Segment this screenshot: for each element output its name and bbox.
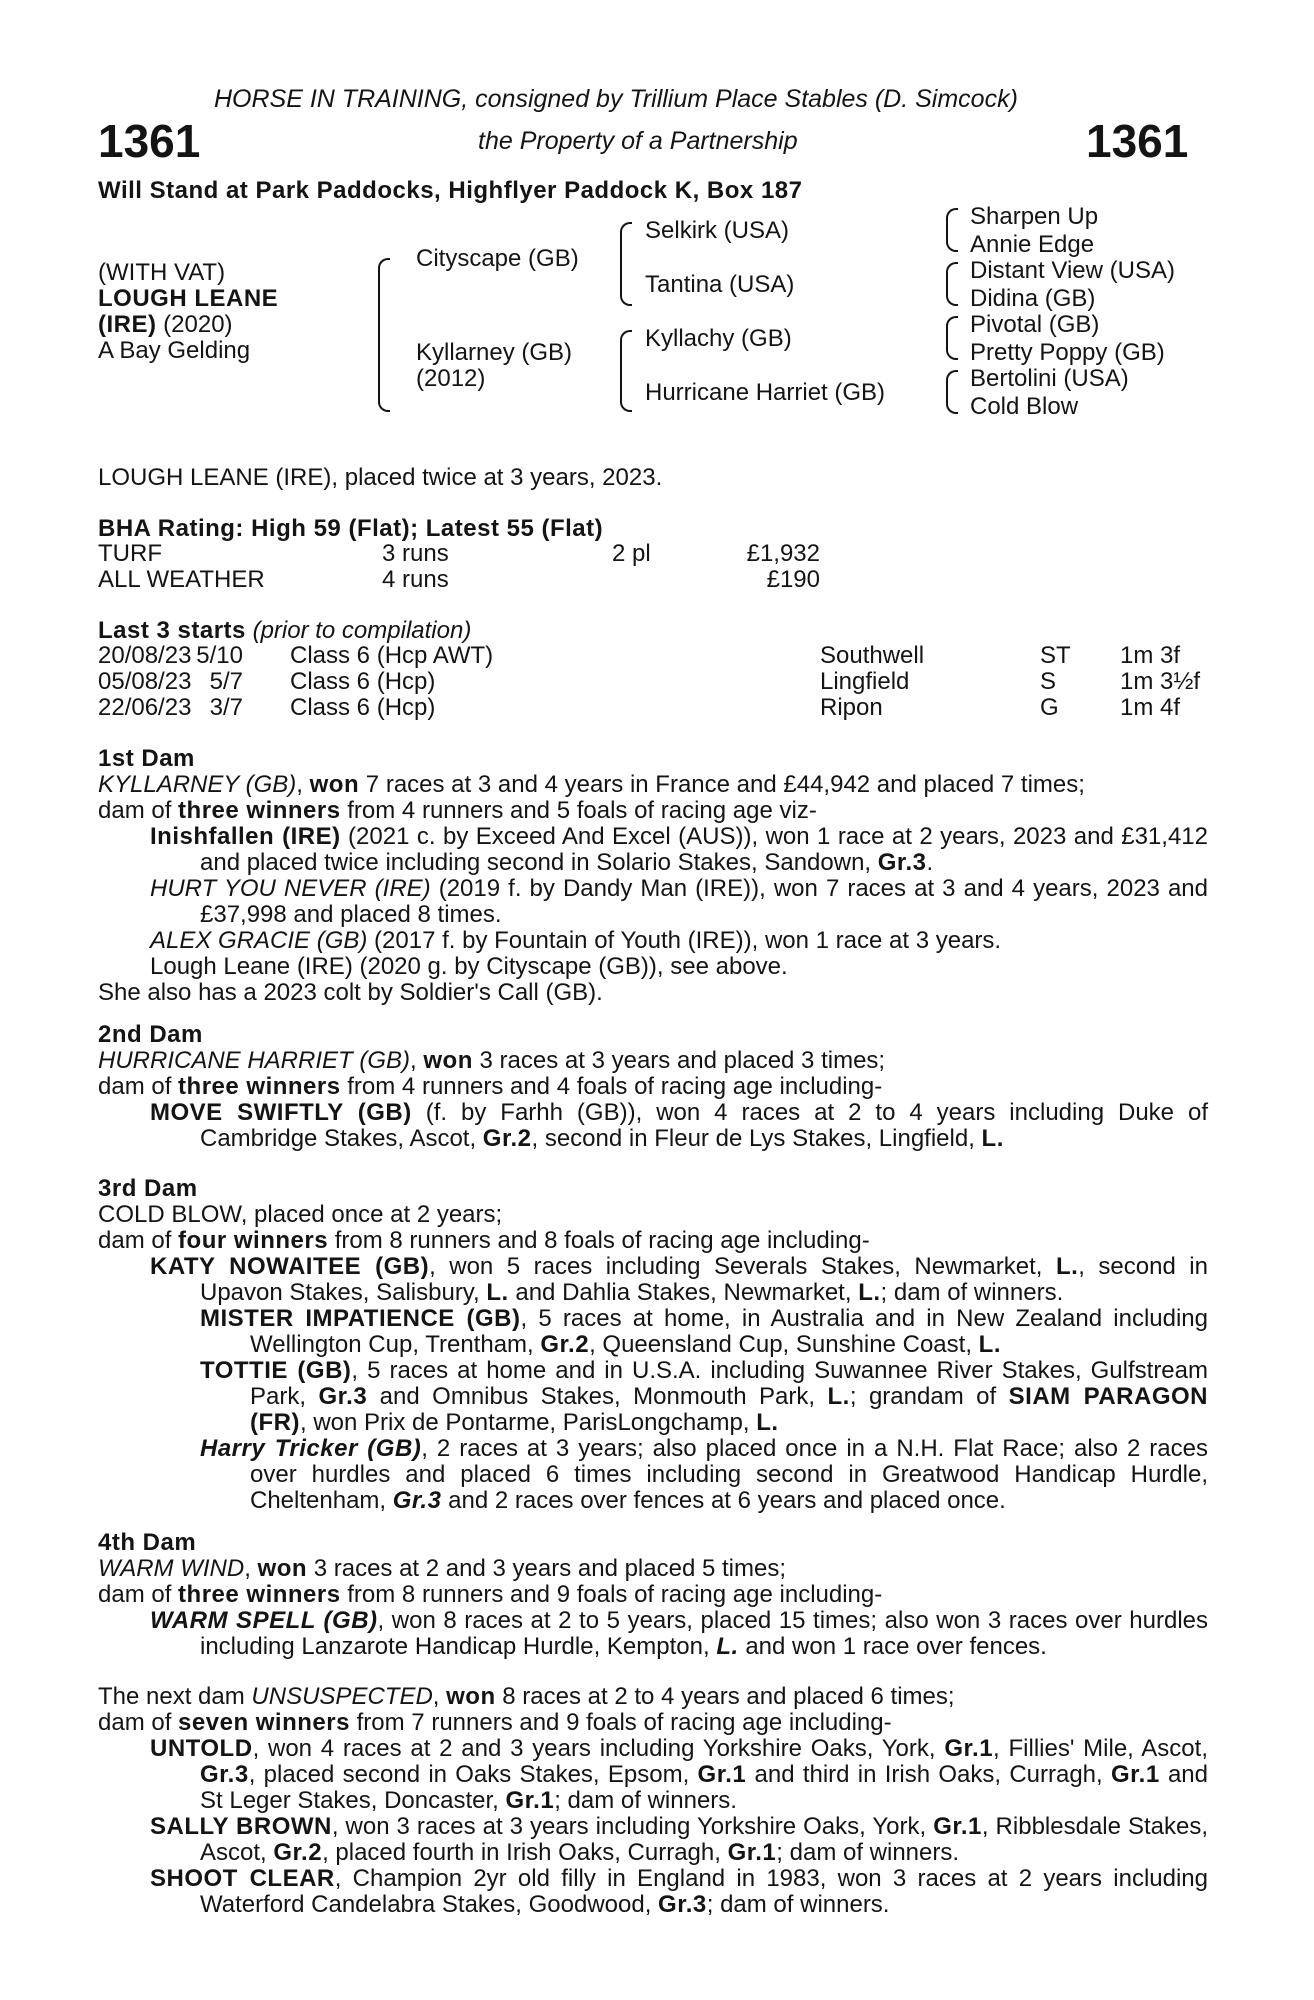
offspring-1: [98, 824, 1208, 876]
text: dam of: [98, 1073, 179, 1100]
offspring-record: (2021 c. by Exceed And Excel (AUS)), won 1 race at 2 years, 2023 and £31,412 and placed twice including second in Solario Stakes, Sandown,: [200, 823, 1208, 876]
brace-g4: [946, 370, 958, 414]
text: , won 4 races at 2 and 3 years including Yorkshire Oaks, York,: [252, 1735, 945, 1762]
text: from 8 runners and 8 foals of racing age including-: [328, 1227, 870, 1254]
winners-count: three winners: [178, 1073, 341, 1100]
start-row-1: [98, 643, 1208, 669]
listed: L.: [756, 1409, 779, 1436]
dam-record: 3 races at 3 years and placed 3 times;: [472, 1047, 886, 1074]
text: ; grandam of: [849, 1383, 1009, 1410]
first-dam-section: [98, 746, 1208, 1006]
text: The next dam: [98, 1683, 252, 1710]
dam-year: (2012): [416, 365, 486, 392]
text: from 4 runners and 5 foals of racing age viz-: [340, 797, 817, 824]
offspring-name: SHOOT CLEAR: [150, 1865, 335, 1892]
dam-dam: Hurricane Harriet (GB): [645, 379, 886, 406]
start-dist: 1m 4f: [1120, 694, 1181, 721]
dam-name: HURRICANE HARRIET (GB): [98, 1047, 411, 1074]
offspring-3: [98, 1866, 1208, 1918]
offspring-name: SIAM PARAGON (FR): [250, 1383, 1208, 1436]
surface: TURF: [98, 540, 162, 567]
grand-offspring-3: [98, 1436, 1208, 1514]
text: ; dam of winners.: [554, 1787, 737, 1814]
text: , won Prix de Pontarme, ParisLongchamp,: [299, 1409, 757, 1436]
fourth-dam-section: [98, 1530, 1208, 1660]
grade: Gr.3: [877, 849, 927, 876]
start-pos: 5/10: [196, 642, 243, 669]
offspring-4: Lough Leane (IRE) (2020 g. by Cityscape (GB)), see above.: [150, 953, 788, 980]
produce-line: [98, 798, 1208, 824]
start-date: 22/06/23: [98, 694, 192, 721]
offspring-name: MOVE SWIFTLY (GB): [150, 1099, 412, 1126]
grade: Gr.1: [505, 1787, 555, 1814]
dam-name: UNSUSPECTED: [251, 1683, 433, 1710]
dam-line: COLD BLOW, placed once at 2 years;: [98, 1201, 503, 1228]
text: , placed second in Oaks Stakes, Epsom,: [248, 1761, 698, 1788]
offspring-3: [98, 928, 1208, 954]
listed: L.: [1055, 1253, 1079, 1280]
grade: Gr.3: [318, 1383, 368, 1410]
dam-record: 3 races at 2 and 3 years and placed 5 times;: [307, 1555, 786, 1582]
text: .: [926, 849, 934, 876]
bha-rating: BHA Rating: High 59 (Flat); Latest 55 (Flat): [98, 515, 604, 542]
dam: Kyllarney (GB): [416, 339, 573, 366]
placed: 2 pl: [612, 540, 651, 567]
granddam-1: Annie Edge: [970, 231, 1095, 258]
horse-year: (2020): [156, 311, 233, 338]
offspring-1: [98, 1100, 1208, 1152]
produce-line: [98, 1582, 1208, 1608]
granddam-2: Didina (GB): [970, 285, 1096, 312]
listed: L.: [858, 1279, 881, 1306]
start-pos: 3/7: [209, 694, 243, 721]
dam-note: She also has a 2023 colt by Soldier's Call (GB).: [98, 979, 603, 1006]
start-going: S: [1040, 668, 1057, 695]
grade: Gr.3: [200, 1761, 249, 1788]
horse-name: LOUGH LEANE: [98, 285, 279, 312]
horse-description: A Bay Gelding: [98, 337, 251, 364]
text: and 2 races over fences at 6 years and placed once.: [441, 1487, 1006, 1514]
offspring-name: WARM SPELL (GB): [150, 1607, 378, 1634]
produce-line: [98, 1228, 1208, 1254]
dam-name: KYLLARNEY (GB): [98, 771, 297, 798]
grade: Gr.3: [658, 1891, 707, 1918]
offspring-name: Inishfallen (IRE): [150, 823, 341, 850]
dam-record: 8 races at 2 to 4 years and placed 6 times;: [495, 1683, 955, 1710]
text: ; dam of winners.: [706, 1891, 890, 1918]
offspring-record: (f. by Farhh (GB)), won 4 races at 2 to 4 years including Duke of Cambridge Stakes, Ascot,: [200, 1099, 1208, 1152]
start-date: 05/08/23: [98, 668, 192, 695]
won-label: won: [257, 1555, 308, 1582]
start-date: 20/08/23: [98, 642, 192, 669]
horse-name-line2: [98, 312, 233, 338]
brace-dam: [620, 330, 632, 412]
offspring-name: KATY NOWAITEE (GB): [150, 1253, 430, 1280]
offspring-1: [98, 1608, 1208, 1660]
offspring-name: TOTTIE (GB): [200, 1357, 352, 1384]
winners-count: three winners: [178, 797, 341, 824]
grade: Gr.3: [392, 1487, 442, 1514]
text: dam of: [98, 1709, 179, 1736]
granddam-3: Pretty Poppy (GB): [970, 339, 1165, 366]
grand-offspring-1: [98, 1306, 1208, 1358]
listed: L.: [486, 1279, 509, 1306]
grade: Gr.1: [727, 1839, 777, 1866]
start-course: Southwell: [820, 642, 925, 669]
text: , Fillies' Mile, Ascot,: [993, 1735, 1208, 1762]
prize: £190: [766, 566, 820, 593]
start-course: Lingfield: [820, 668, 910, 695]
offspring-record: (2017 f. by Fountain of Youth (IRE)), won 1 race at 3 years.: [367, 927, 1002, 954]
produce-line: [98, 1710, 1208, 1736]
last-starts-note: (prior to compilation): [245, 617, 472, 644]
text: , placed fourth in Irish Oaks, Curragh,: [322, 1839, 728, 1866]
text: dam of: [98, 1581, 179, 1608]
start-race: Class 6 (Hcp): [290, 668, 436, 695]
rating-row-turf: [98, 541, 1208, 567]
dam-record: 7 races at 3 and 4 years in France and £44,942 and placed 7 times;: [359, 771, 1085, 798]
stand-location: Will Stand at Park Paddocks, Highflyer Paddock K, Box 187: [98, 177, 803, 204]
listed: L.: [716, 1633, 739, 1660]
lot-number-right: 1361: [1086, 115, 1189, 167]
section-title: 3rd Dam: [98, 1175, 198, 1202]
brace-g1: [946, 208, 958, 252]
grade: Gr.1: [1110, 1761, 1160, 1788]
start-race: Class 6 (Hcp): [290, 694, 436, 721]
start-row-3: [98, 695, 1208, 721]
dam-line: The next dam UNSUSPECTED, won 8 races at 2 to 4 years and placed 6 times;: [98, 1683, 955, 1710]
start-row-2: [98, 669, 1208, 695]
brace-g3: [946, 316, 958, 360]
surface: ALL WEATHER: [98, 566, 265, 593]
grade: Gr.2: [540, 1331, 590, 1358]
offspring-name: HURT YOU NEVER (IRE): [150, 875, 431, 902]
text: , Champion 2yr old filly in England in 1983, won 3 races at 2 years including Waterford Candelabra Stakes, Goodwood,: [200, 1865, 1208, 1918]
start-going: G: [1040, 694, 1059, 721]
sire-sire: Selkirk (USA): [645, 217, 790, 244]
grade: Gr.2: [482, 1125, 532, 1152]
listed: L.: [827, 1383, 850, 1410]
offspring-name: MISTER IMPATIENCE (GB): [200, 1305, 521, 1332]
winners-count: four winners: [178, 1227, 329, 1254]
text: from 8 runners and 9 foals of racing age including-: [340, 1581, 883, 1608]
dam-line: WARM WIND, won 3 races at 2 and 3 years and placed 5 times;: [98, 1555, 786, 1582]
text: , 5 races at home and in U.S.A. including Suwannee River Stakes, Gulfstream Park,: [250, 1357, 1208, 1410]
third-dam-section: [98, 1176, 1208, 1514]
grade: Gr.1: [697, 1761, 747, 1788]
sire-dam: Tantina (USA): [645, 271, 795, 298]
prize: £1,932: [746, 540, 820, 567]
text: , second in Upavon Stakes, Salisbury,: [200, 1253, 1208, 1306]
grandsire-4: Bertolini (USA): [970, 365, 1129, 392]
section-title: 4th Dam: [98, 1529, 197, 1556]
rating-row-aw: [98, 567, 1208, 593]
race-summary: LOUGH LEANE (IRE), placed twice at 3 years, 2023.: [98, 464, 663, 491]
produce-line: [98, 1074, 1208, 1100]
runs: 4 runs: [382, 566, 449, 593]
text: and third in Irish Oaks, Curragh,: [746, 1761, 1111, 1788]
text: from 4 runners and 4 foals of racing age including-: [340, 1073, 883, 1100]
offspring-2: [98, 876, 1208, 928]
granddam-4: Cold Blow: [970, 393, 1079, 420]
offspring-1: [98, 1736, 1208, 1814]
section-title: 2nd Dam: [98, 1021, 203, 1048]
start-course: Ripon: [820, 694, 883, 721]
next-dam-section: [98, 1684, 1208, 1918]
dam-line: KYLLARNEY (GB), won 7 races at 3 and 4 years in France and £44,942 and placed 7 times;: [98, 771, 1085, 798]
last-starts-label: Last 3 starts: [98, 617, 246, 644]
brace-main: [378, 258, 390, 412]
winners-count: seven winners: [178, 1709, 350, 1736]
text: ; dam of winners.: [880, 1279, 1064, 1306]
grandsire-2: Distant View (USA): [970, 257, 1175, 284]
dam-name: WARM WIND: [98, 1555, 245, 1582]
brace-sire: [620, 222, 632, 306]
property-line: the Property of a Partnership: [478, 127, 798, 155]
text: , Queensland Cup, Sunshine Coast,: [589, 1331, 979, 1358]
grandsire-1: Sharpen Up: [970, 203, 1099, 230]
grandsire-3: Pivotal (GB): [970, 311, 1100, 338]
text: and Omnibus Stakes, Monmouth Park,: [367, 1383, 828, 1410]
offspring-name: ALEX GRACIE (GB): [150, 927, 368, 954]
text: ; dam of winners.: [776, 1839, 960, 1866]
start-race: Class 6 (Hcp AWT): [290, 642, 494, 669]
dam-sire: Kyllachy (GB): [645, 325, 792, 352]
listed: L.: [978, 1331, 1001, 1358]
won-label: won: [423, 1047, 473, 1074]
start-dist: 1m 3½f: [1120, 668, 1201, 695]
grade: Gr.1: [933, 1813, 982, 1840]
text: and St Leger Stakes, Doncaster,: [200, 1761, 1209, 1814]
offspring-record: (2019 f. by Dandy Man (IRE)), won 7 races at 3 and 4 years, 2023 and £37,998 and placed 8 times.: [200, 875, 1208, 928]
grand-offspring-2: [98, 1358, 1208, 1436]
listed: L.: [981, 1125, 1004, 1152]
winners-count: three winners: [178, 1581, 341, 1608]
text: , Ribblesdale Stakes, Ascot,: [200, 1813, 1209, 1866]
text: dam of: [98, 1227, 179, 1254]
start-pos: 5/7: [209, 668, 243, 695]
text: , 2 races at 3 years; also placed once in a N.H. Flat Race; also 2 races over hurdles and placed 6 times including second in Greatwood Handicap Hurdle, Cheltenham,: [250, 1435, 1208, 1514]
offspring-name: SALLY BROWN: [150, 1813, 332, 1840]
text: , won 3 races at 3 years including Yorkshire Oaks, York,: [331, 1813, 934, 1840]
runs: 3 runs: [382, 540, 449, 567]
text: dam of: [98, 797, 179, 824]
offspring-name: Harry Tricker (GB): [200, 1435, 422, 1462]
offspring-1: [98, 1254, 1208, 1306]
text: , won 8 races at 2 to 5 years, placed 15 times; also won 3 races over hurdles including Lanzarote Handicap Hurdle, Kempton,: [200, 1607, 1208, 1660]
grade: Gr.1: [944, 1735, 994, 1762]
won-label: won: [446, 1683, 496, 1710]
second-dam-section: [98, 1022, 1208, 1152]
grade: Gr.2: [273, 1839, 323, 1866]
text: , 5 races at home, in Australia and in New Zealand including Wellington Cup, Trentham,: [250, 1305, 1209, 1358]
text: from 7 runners and 9 foals of racing age including-: [349, 1709, 892, 1736]
horse-country: (IRE): [98, 311, 157, 338]
section-title: 1st Dam: [98, 745, 195, 772]
brace-g2: [946, 262, 958, 306]
offspring-name: UNTOLD: [150, 1735, 253, 1762]
start-dist: 1m 3f: [1120, 642, 1181, 669]
last-starts-title: [98, 618, 471, 644]
vat-note: (WITH VAT): [98, 259, 226, 286]
text: and won 1 race over fences.: [738, 1633, 1047, 1660]
text: , won 5 races including Severals Stakes, Newmarket,: [429, 1253, 1056, 1280]
dam-line: HURRICANE HARRIET (GB), won 3 races at 3 years and placed 3 times;: [98, 1047, 886, 1074]
won-label: won: [309, 771, 360, 798]
offspring-record: , second in Fleur de Lys Stakes, Lingfield,: [531, 1125, 982, 1152]
text: and Dahlia Stakes, Newmarket,: [508, 1279, 859, 1306]
sire: Cityscape (GB): [416, 245, 579, 272]
lot-number-left: 1361: [98, 115, 201, 167]
start-going: ST: [1040, 642, 1071, 669]
offspring-2: [98, 1814, 1208, 1866]
consignment-line: HORSE IN TRAINING, consigned by Trillium Place Stables (D. Simcock): [214, 85, 1018, 113]
